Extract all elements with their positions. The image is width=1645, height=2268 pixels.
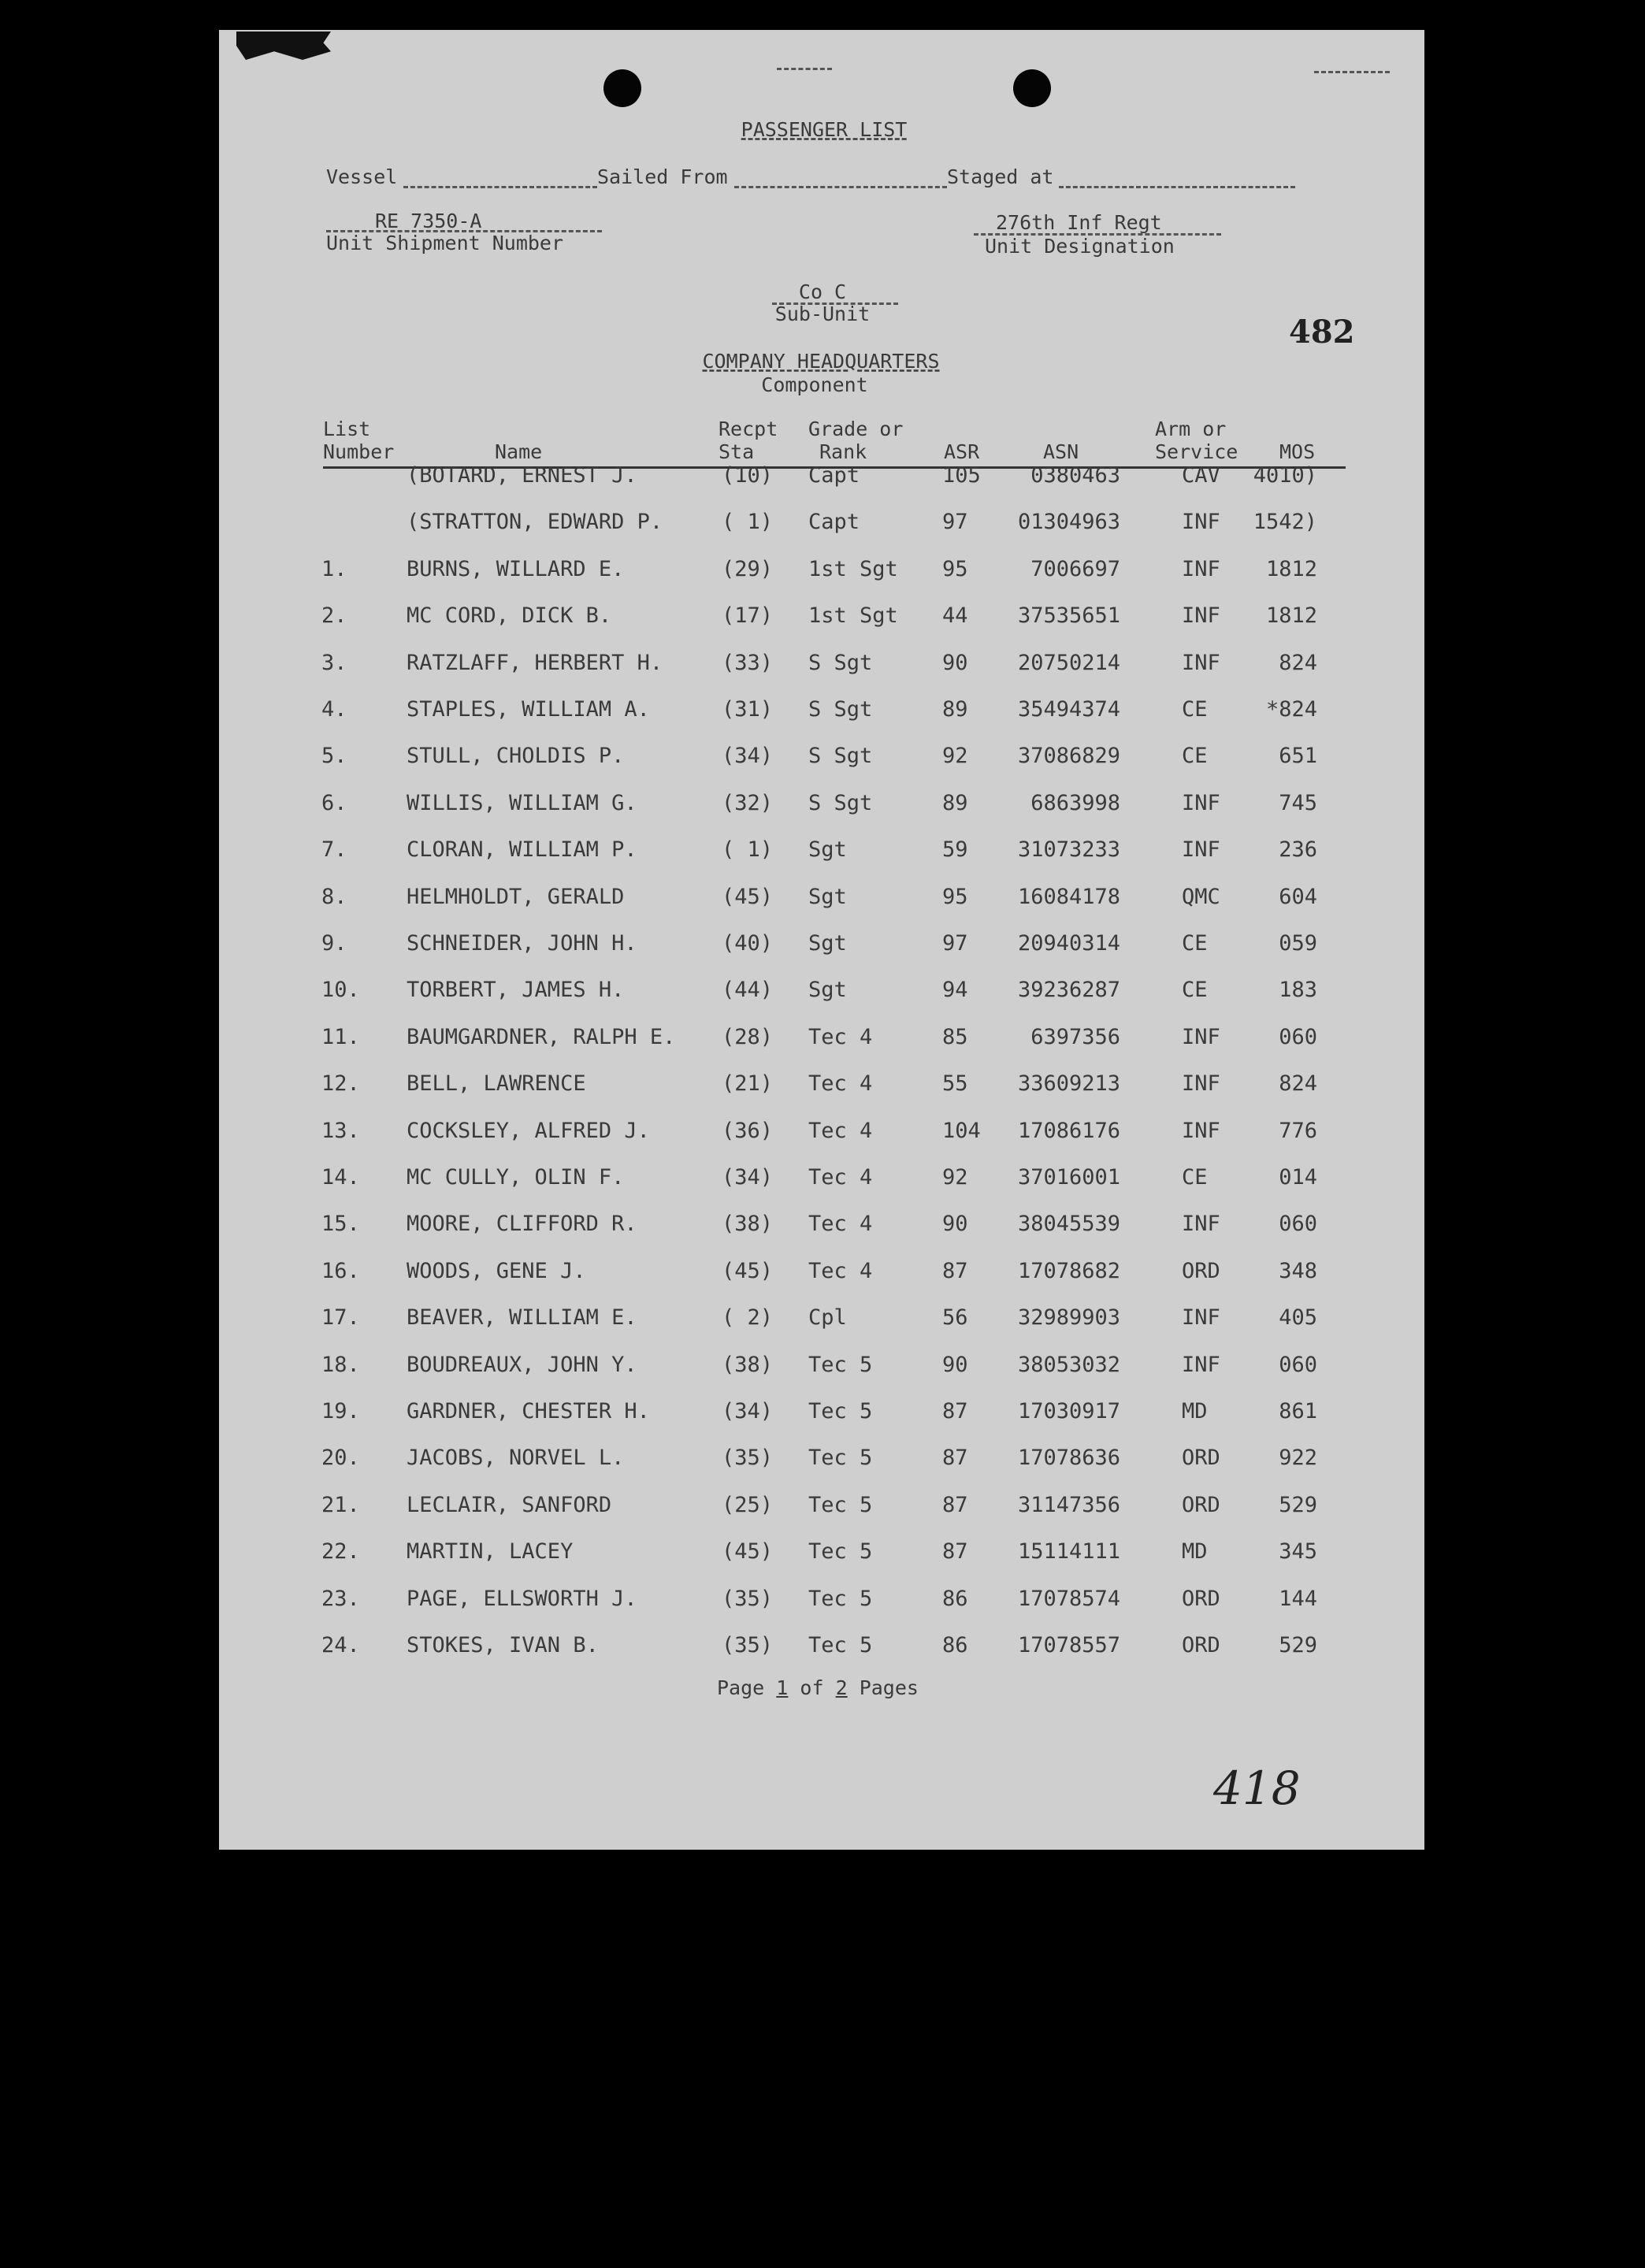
- cell-sta: (10): [722, 463, 774, 488]
- table-row: [0, 603, 1645, 635]
- table-row: [0, 1539, 1645, 1571]
- cell-name: STOKES, IVAN B.: [407, 1633, 599, 1657]
- cell-asr: 86: [942, 1633, 968, 1657]
- cell-asn: 15114111: [1017, 1539, 1120, 1565]
- component-label: Component: [761, 373, 868, 396]
- cell-asn: 31147356: [1017, 1492, 1120, 1517]
- cell-sta: (21): [722, 1071, 774, 1097]
- cell-sta: (35): [722, 1633, 774, 1657]
- table-row: [0, 1259, 1645, 1290]
- cell-num: 5.: [321, 744, 347, 769]
- sailed-from-blank: [734, 186, 947, 188]
- cell-mos: 1812: [1265, 556, 1317, 581]
- cell-asn: 17086176: [1017, 1118, 1120, 1143]
- cell-name: SCHNEIDER, JOHN H.: [407, 931, 637, 956]
- unit-shipment-value: RE 7350-A: [375, 210, 482, 232]
- cell-num: 4.: [321, 697, 347, 722]
- punch-hole-right: [1013, 69, 1051, 107]
- cell-sta: (17): [722, 603, 774, 629]
- cell-mos: 824: [1279, 1071, 1317, 1097]
- cell-arm: INF: [1182, 603, 1220, 629]
- cell-arm: ORD: [1182, 1492, 1220, 1517]
- unit-designation-value: 276th Inf Regt: [996, 211, 1162, 234]
- cell-mos: 529: [1279, 1633, 1317, 1657]
- cell-mos: 183: [1279, 978, 1317, 1003]
- cell-num: 14.: [321, 1165, 360, 1190]
- cell-num: 15.: [321, 1212, 360, 1237]
- cell-asn: 17078574: [1017, 1586, 1120, 1611]
- cell-arm: CE: [1182, 931, 1208, 956]
- cell-sta: ( 1): [722, 837, 774, 863]
- cell-num: 18.: [321, 1352, 360, 1377]
- table-row: [0, 744, 1645, 775]
- table-row: [0, 557, 1645, 588]
- col-list-number: List Number: [323, 418, 395, 463]
- cell-num: 17.: [321, 1305, 360, 1331]
- table-row: [0, 1446, 1645, 1477]
- col-grade-rank: Grade or Rank: [808, 418, 904, 463]
- table-row: [0, 931, 1645, 963]
- cell-num: 8.: [321, 884, 347, 909]
- cell-num: 3.: [321, 650, 347, 675]
- cell-sta: (45): [722, 884, 774, 909]
- cell-mos: 060: [1279, 1352, 1317, 1377]
- cell-mos: 405: [1279, 1305, 1317, 1331]
- cell-asr: 104: [942, 1118, 981, 1143]
- cell-mos: *824: [1265, 697, 1317, 722]
- cell-asn: 35494374: [1017, 697, 1120, 722]
- cell-asn: 37086829: [1017, 744, 1120, 769]
- cell-mos: 345: [1279, 1539, 1317, 1565]
- cell-sta: (29): [722, 556, 774, 581]
- col-asn: ASN: [1043, 440, 1079, 463]
- table-row: [0, 1119, 1645, 1150]
- cell-name: MARTIN, LACEY: [407, 1539, 574, 1565]
- cell-sta: (35): [722, 1586, 774, 1611]
- table-row: [0, 791, 1645, 822]
- table-row: [0, 978, 1645, 1009]
- cell-arm: CE: [1182, 1165, 1208, 1190]
- cell-grade: Sgt: [808, 931, 847, 956]
- cell-asn: 20940314: [1017, 931, 1120, 956]
- cell-arm: CE: [1182, 697, 1208, 722]
- staged-at-blank: [1059, 186, 1295, 188]
- cell-grade: Sgt: [808, 978, 847, 1003]
- cell-arm: INF: [1182, 556, 1220, 581]
- stamp-number: 482: [1289, 314, 1355, 351]
- cell-name: CLORAN, WILLIAM P.: [407, 837, 637, 863]
- cell-mos: 236: [1279, 837, 1317, 863]
- cell-name: MOORE, CLIFFORD R.: [407, 1212, 637, 1237]
- cell-asn: 39236287: [1017, 978, 1120, 1003]
- cell-arm: ORD: [1182, 1446, 1220, 1471]
- cell-mos: 014: [1279, 1165, 1317, 1190]
- cell-num: 6.: [321, 790, 347, 815]
- cell-asn: 17078682: [1017, 1258, 1120, 1283]
- cell-asr: 87: [942, 1258, 968, 1283]
- cell-sta: (45): [722, 1539, 774, 1565]
- cell-grade: Capt: [808, 463, 860, 488]
- top-dash-mark: [1314, 71, 1390, 73]
- cell-grade: S Sgt: [808, 790, 873, 815]
- cell-grade: Cpl: [808, 1305, 847, 1331]
- cell-mos: 144: [1279, 1586, 1317, 1611]
- top-dash-mark: [777, 68, 832, 70]
- cell-sta: (45): [722, 1258, 774, 1283]
- cell-arm: INF: [1182, 1352, 1220, 1377]
- cell-asn: 16084178: [1017, 884, 1120, 909]
- cell-arm: CAV: [1182, 463, 1220, 488]
- col-recpt-sta: Recpt Sta: [719, 418, 778, 463]
- cell-sta: (25): [722, 1492, 774, 1517]
- cell-sta: (40): [722, 931, 774, 956]
- table-row: [0, 1633, 1645, 1665]
- cell-name: BEAVER, WILLIAM E.: [407, 1305, 637, 1331]
- cell-name: MC CORD, DICK B.: [407, 603, 612, 629]
- cell-mos: 651: [1279, 744, 1317, 769]
- table-row: [0, 463, 1645, 495]
- sub-unit-label: Sub-Unit: [774, 303, 871, 325]
- cell-asn: 37016001: [1017, 1165, 1120, 1190]
- table-row: [0, 510, 1645, 541]
- cell-grade: Tec 5: [808, 1446, 873, 1471]
- table-row: [0, 1305, 1645, 1337]
- cell-mos: 922: [1279, 1446, 1317, 1471]
- cell-mos: 348: [1279, 1258, 1317, 1283]
- cell-num: 19.: [321, 1399, 360, 1424]
- cell-name: (STRATTON, EDWARD P.: [407, 510, 663, 535]
- cell-asr: 90: [942, 650, 968, 675]
- cell-mos: 1812: [1265, 603, 1317, 629]
- cell-asn: 37535651: [1017, 603, 1120, 629]
- cell-num: 13.: [321, 1118, 360, 1143]
- table-row: [0, 837, 1645, 869]
- cell-asr: 97: [942, 931, 968, 956]
- table-row: [0, 1165, 1645, 1197]
- cell-num: 12.: [321, 1071, 360, 1097]
- cell-num: 9.: [321, 931, 347, 956]
- cell-asr: 87: [942, 1446, 968, 1471]
- cell-asr: 89: [942, 697, 968, 722]
- cell-grade: Tec 5: [808, 1633, 873, 1657]
- cell-arm: MD: [1182, 1399, 1208, 1424]
- cell-asr: 59: [942, 837, 968, 863]
- cell-arm: INF: [1182, 1071, 1220, 1097]
- cell-name: WILLIS, WILLIAM G.: [407, 790, 637, 815]
- cell-asn: 6397356: [1030, 1024, 1120, 1049]
- col-arm-service: Arm or Service: [1155, 418, 1238, 463]
- page-indicator: Page 1 of 2 Pages: [717, 1676, 919, 1699]
- cell-grade: Tec 4: [808, 1258, 873, 1283]
- cell-mos: 059: [1279, 931, 1317, 956]
- cell-mos: 604: [1279, 884, 1317, 909]
- cell-name: BELL, LAWRENCE: [407, 1071, 586, 1097]
- cell-arm: CE: [1182, 744, 1208, 769]
- cell-arm: QMC: [1182, 884, 1220, 909]
- cell-name: BURNS, WILLARD E.: [407, 556, 625, 581]
- cell-sta: (38): [722, 1352, 774, 1377]
- unit-shipment-label: Unit Shipment Number: [326, 232, 564, 254]
- table-row: [0, 1587, 1645, 1618]
- cell-num: 21.: [321, 1492, 360, 1517]
- cell-asn: 38053032: [1017, 1352, 1120, 1377]
- cell-sta: (38): [722, 1212, 774, 1237]
- table-row: [0, 1212, 1645, 1243]
- unit-designation-label: Unit Designation: [985, 235, 1175, 258]
- cell-asn: 17078636: [1017, 1446, 1120, 1471]
- cell-grade: 1st Sgt: [808, 556, 898, 581]
- cell-name: STULL, CHOLDIS P.: [407, 744, 625, 769]
- cell-mos: 824: [1279, 650, 1317, 675]
- cell-asn: 38045539: [1017, 1212, 1120, 1237]
- cell-grade: S Sgt: [808, 744, 873, 769]
- cell-asr: 87: [942, 1492, 968, 1517]
- table-row: [0, 1071, 1645, 1103]
- cell-asn: 17030917: [1017, 1399, 1120, 1424]
- table-row: [0, 1399, 1645, 1431]
- cell-num: 10.: [321, 978, 360, 1003]
- cell-mos: 745: [1279, 790, 1317, 815]
- col-asr: ASR: [944, 440, 980, 463]
- cell-asn: 7006697: [1030, 556, 1120, 581]
- component-value: COMPANY HEADQUARTERS: [702, 350, 940, 373]
- cell-asr: 92: [942, 744, 968, 769]
- cell-grade: Tec 4: [808, 1165, 873, 1190]
- cell-mos: 861: [1279, 1399, 1317, 1424]
- cell-name: BOUDREAUX, JOHN Y.: [407, 1352, 637, 1377]
- punch-hole-left: [603, 69, 641, 107]
- cell-name: RATZLAFF, HERBERT H.: [407, 650, 663, 675]
- cell-sta: (44): [722, 978, 774, 1003]
- cell-arm: INF: [1182, 1212, 1220, 1237]
- cell-name: TORBERT, JAMES H.: [407, 978, 625, 1003]
- cell-name: BAUMGARDNER, RALPH E.: [407, 1024, 676, 1049]
- cell-sta: (34): [722, 744, 774, 769]
- cell-num: 11.: [321, 1024, 360, 1049]
- cell-asr: 97: [942, 510, 968, 535]
- cell-grade: Tec 5: [808, 1399, 873, 1424]
- cell-mos: 776: [1279, 1118, 1317, 1143]
- cell-asr: 89: [942, 790, 968, 815]
- cell-grade: Tec 5: [808, 1492, 873, 1517]
- cell-grade: Tec 5: [808, 1539, 873, 1565]
- cell-name: JACOBS, NORVEL L.: [407, 1446, 625, 1471]
- cell-name: (BOTARD, ERNEST J.: [407, 463, 637, 488]
- cell-asn: 01304963: [1017, 510, 1120, 535]
- cell-name: GARDNER, CHESTER H.: [407, 1399, 650, 1424]
- cell-num: 16.: [321, 1258, 360, 1283]
- cell-asr: 55: [942, 1071, 968, 1097]
- cell-grade: Tec 4: [808, 1024, 873, 1049]
- cell-sta: ( 2): [722, 1305, 774, 1331]
- cell-sta: (35): [722, 1446, 774, 1471]
- cell-grade: Sgt: [808, 884, 847, 909]
- cell-name: WOODS, GENE J.: [407, 1258, 586, 1283]
- cell-arm: MD: [1182, 1539, 1208, 1565]
- cell-num: 7.: [321, 837, 347, 863]
- col-name: Name: [495, 440, 543, 463]
- cell-arm: CE: [1182, 978, 1208, 1003]
- cell-arm: INF: [1182, 1118, 1220, 1143]
- cell-grade: Sgt: [808, 837, 847, 863]
- cell-grade: Tec 4: [808, 1212, 873, 1237]
- cell-mos: 1542): [1253, 510, 1317, 535]
- table-row: [0, 1025, 1645, 1056]
- vessel-label: Vessel: [326, 165, 398, 188]
- cell-asr: 86: [942, 1586, 968, 1611]
- cell-asr: 87: [942, 1539, 968, 1565]
- cell-num: 23.: [321, 1586, 360, 1611]
- cell-num: 20.: [321, 1446, 360, 1471]
- cell-mos: 060: [1279, 1024, 1317, 1049]
- cell-num: 22.: [321, 1539, 360, 1565]
- cell-sta: (34): [722, 1399, 774, 1424]
- cell-name: HELMHOLDT, GERALD: [407, 884, 625, 909]
- cell-asr: 105: [942, 463, 981, 488]
- cell-sta: (28): [722, 1024, 774, 1049]
- table-row: [0, 1493, 1645, 1524]
- cell-mos: 529: [1279, 1492, 1317, 1517]
- staged-at-label: Staged at: [947, 165, 1054, 188]
- cell-arm: INF: [1182, 837, 1220, 863]
- cell-sta: (32): [722, 790, 774, 815]
- cell-arm: INF: [1182, 510, 1220, 535]
- cell-sta: (36): [722, 1118, 774, 1143]
- cell-arm: ORD: [1182, 1258, 1220, 1283]
- cell-sta: (34): [722, 1165, 774, 1190]
- sailed-from-label: Sailed From: [597, 165, 728, 188]
- cell-arm: INF: [1182, 790, 1220, 815]
- cell-asr: 44: [942, 603, 968, 629]
- cell-grade: Capt: [808, 510, 860, 535]
- cell-asr: 95: [942, 884, 968, 909]
- cell-sta: ( 1): [722, 510, 774, 535]
- cell-asr: 92: [942, 1165, 968, 1190]
- cell-grade: S Sgt: [808, 650, 873, 675]
- handwritten-number: 418: [1213, 1761, 1301, 1815]
- vessel-blank: [403, 186, 597, 188]
- cell-asr: 85: [942, 1024, 968, 1049]
- table-row: [0, 1353, 1645, 1384]
- cell-arm: INF: [1182, 650, 1220, 675]
- cell-grade: Tec 5: [808, 1586, 873, 1611]
- cell-grade: S Sgt: [808, 697, 873, 722]
- cell-num: 1.: [321, 556, 347, 581]
- cell-asn: 33609213: [1017, 1071, 1120, 1097]
- cell-arm: ORD: [1182, 1633, 1220, 1657]
- cell-num: 24.: [321, 1633, 360, 1657]
- sub-unit-value: Co C: [798, 280, 847, 303]
- cell-asn: 32989903: [1017, 1305, 1120, 1331]
- cell-name: PAGE, ELLSWORTH J.: [407, 1586, 637, 1611]
- table-row: [0, 651, 1645, 682]
- cell-mos: 4010): [1253, 463, 1317, 488]
- cell-asr: 95: [942, 556, 968, 581]
- cell-asr: 90: [942, 1352, 968, 1377]
- cell-sta: (33): [722, 650, 774, 675]
- cell-asr: 87: [942, 1399, 968, 1424]
- cell-sta: (31): [722, 697, 774, 722]
- cell-asn: 17078557: [1017, 1633, 1120, 1657]
- cell-arm: INF: [1182, 1024, 1220, 1049]
- cell-grade: 1st Sgt: [808, 603, 898, 629]
- cell-asn: 0380463: [1030, 463, 1120, 488]
- cell-grade: Tec 4: [808, 1118, 873, 1143]
- cell-num: 2.: [321, 603, 347, 629]
- cell-grade: Tec 4: [808, 1071, 873, 1097]
- cell-arm: INF: [1182, 1305, 1220, 1331]
- cell-grade: Tec 5: [808, 1352, 873, 1377]
- table-row: [0, 697, 1645, 729]
- cell-mos: 060: [1279, 1212, 1317, 1237]
- cell-asn: 20750214: [1017, 650, 1120, 675]
- cell-name: LECLAIR, SANFORD: [407, 1492, 612, 1517]
- cell-name: MC CULLY, OLIN F.: [407, 1165, 625, 1190]
- cell-arm: ORD: [1182, 1586, 1220, 1611]
- cell-asn: 6863998: [1030, 790, 1120, 815]
- document-title: PASSENGER LIST: [741, 118, 908, 141]
- cell-asr: 94: [942, 978, 968, 1003]
- cell-asr: 90: [942, 1212, 968, 1237]
- cell-name: STAPLES, WILLIAM A.: [407, 697, 650, 722]
- cell-asr: 56: [942, 1305, 968, 1331]
- cell-name: COCKSLEY, ALFRED J.: [407, 1118, 650, 1143]
- table-row: [0, 885, 1645, 916]
- cell-asn: 31073233: [1017, 837, 1120, 863]
- col-mos: MOS: [1279, 440, 1316, 463]
